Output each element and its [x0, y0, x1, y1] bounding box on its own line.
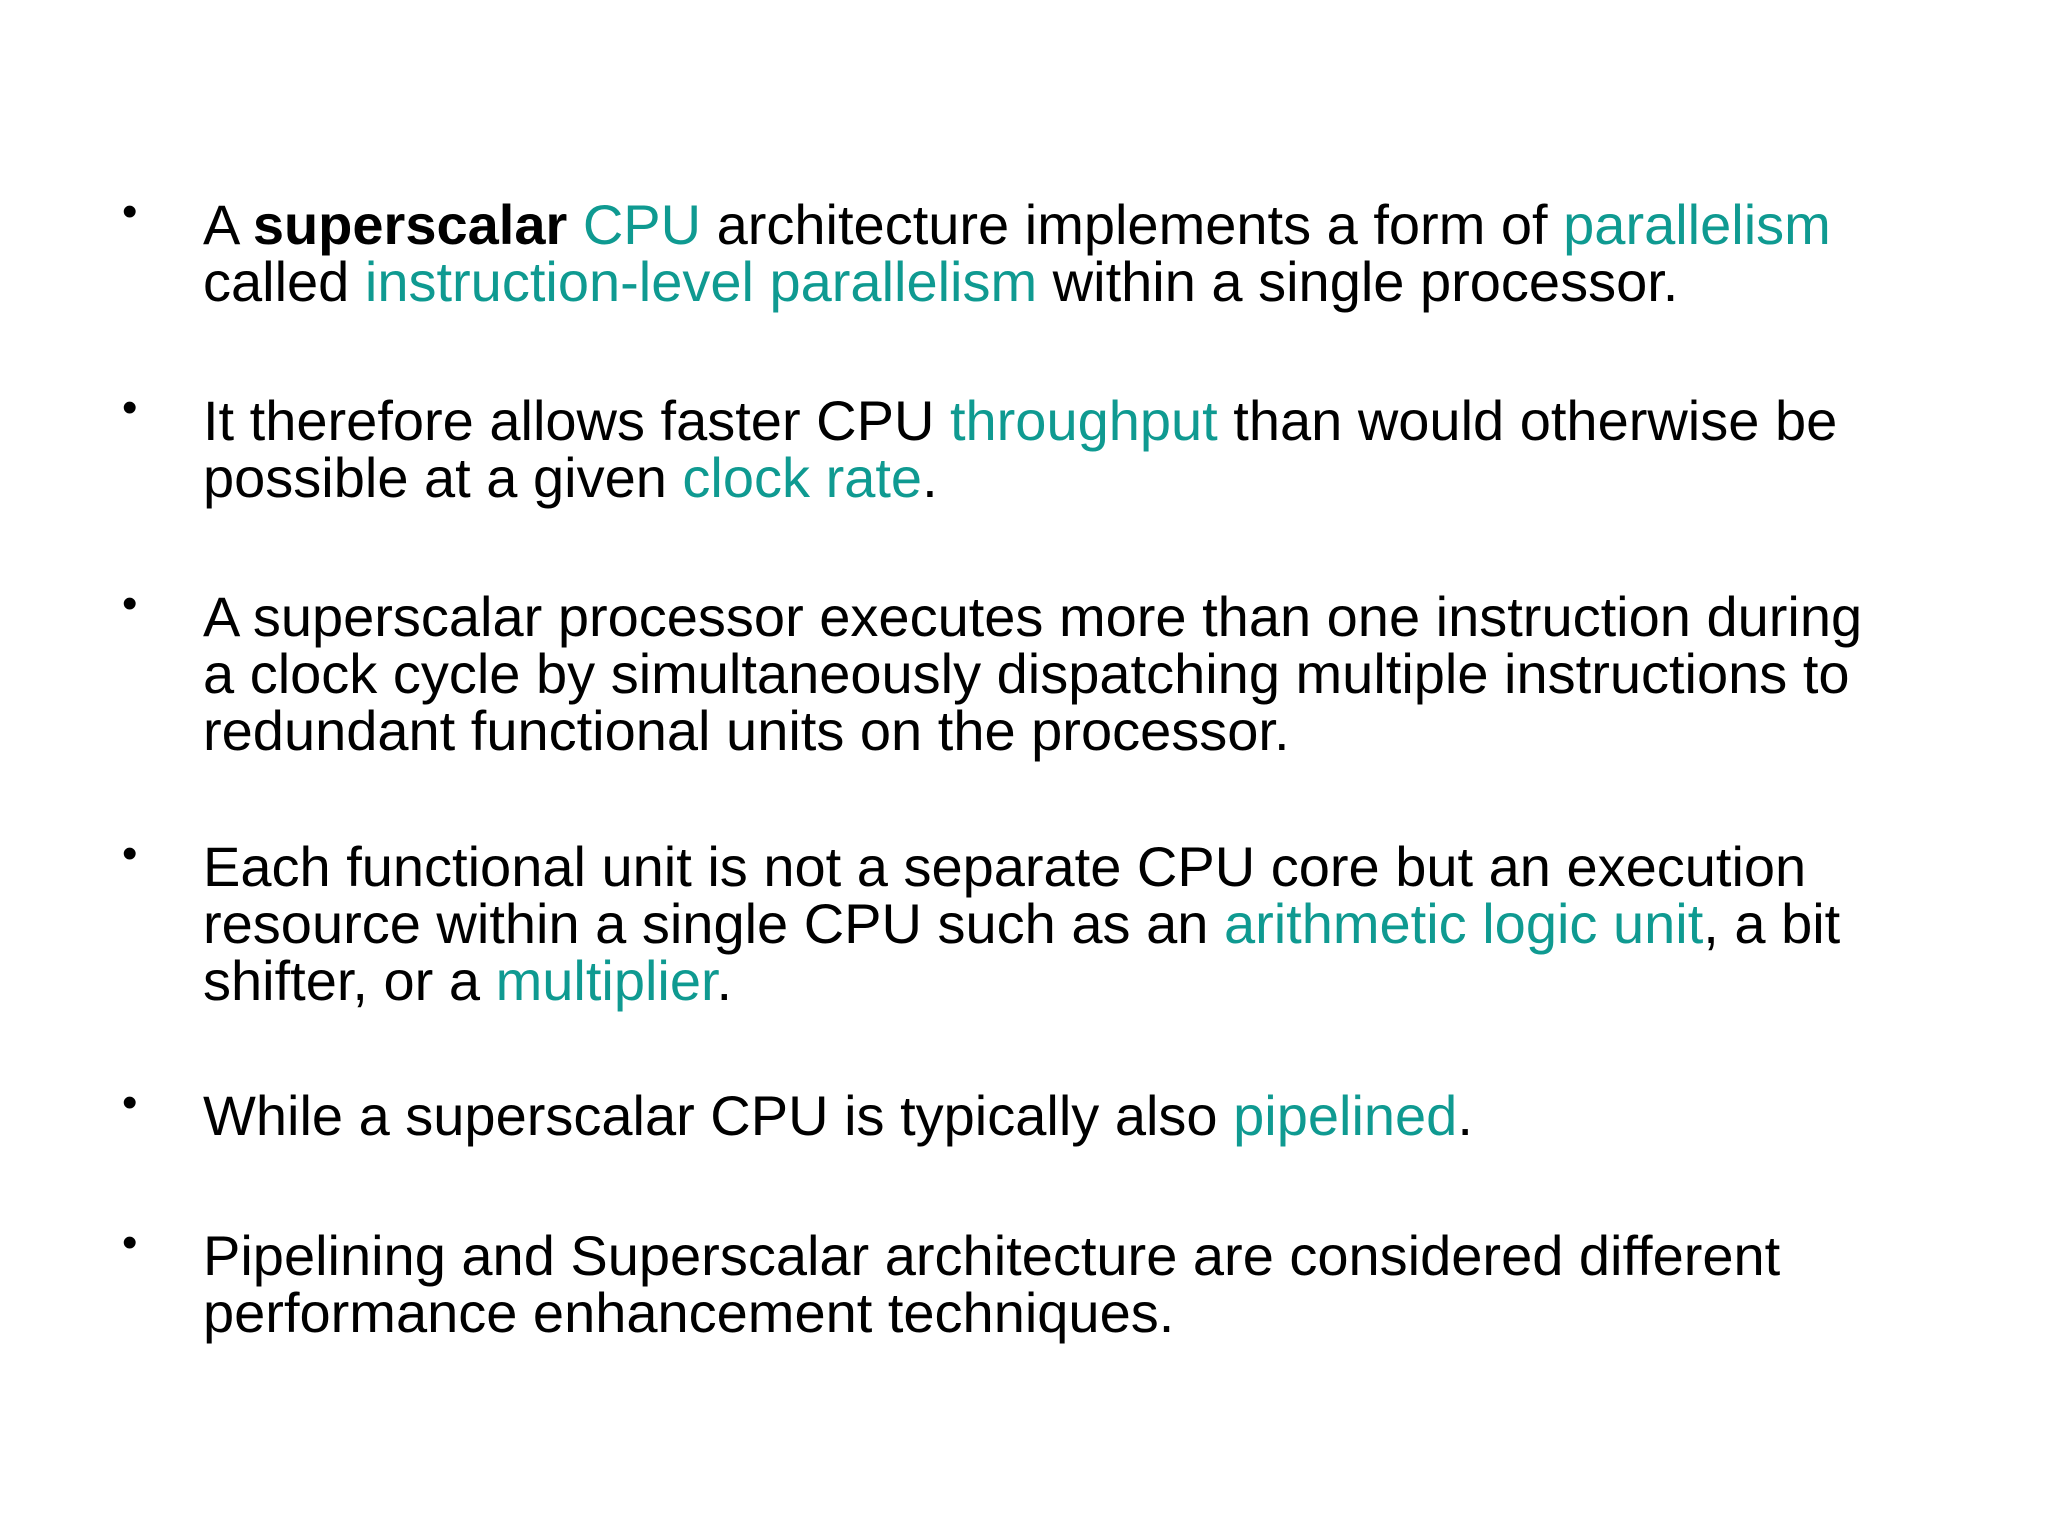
link-pipelined[interactable]: pipelined: [1233, 1084, 1458, 1147]
text-span: within a single processor.: [1037, 250, 1679, 313]
bullet-text: [203, 835, 1963, 1012]
bullet-text: [203, 1084, 1963, 1147]
text-span: .: [922, 446, 938, 509]
bullet-text: [203, 1224, 1963, 1344]
link-multiplier[interactable]: multiplier: [495, 949, 717, 1012]
bullet-text: [203, 389, 1963, 509]
bullet-marker: •: [122, 383, 138, 432]
link-instruction-level-parallelism[interactable]: instruction-level parallelism: [364, 250, 1038, 313]
link-cpu[interactable]: CPU: [582, 193, 702, 256]
text-line: [203, 389, 1963, 452]
text-span: .: [716, 949, 733, 1012]
term-superscalar: superscalar: [252, 193, 568, 256]
text-span: , a bit: [1703, 892, 1841, 955]
text-span: architecture implements a form of: [701, 193, 1564, 256]
link-arithmetic-logic-unit[interactable]: arithmetic logic unit: [1223, 892, 1704, 955]
text-line: [203, 949, 1963, 1012]
text-line: [203, 250, 1963, 313]
text-span: than would otherwise be: [1217, 389, 1838, 452]
text-line: [203, 892, 1963, 955]
text-line: [203, 699, 1963, 762]
text-line: [203, 1224, 1963, 1287]
text-span: Each functional unit is not a separate CPU core but an execution: [203, 835, 1807, 898]
text-span: shifter, or a: [203, 949, 496, 1012]
text-span: a clock cycle by simultaneously dispatching multiple instructions to: [203, 642, 1850, 705]
text-line: [203, 585, 1963, 648]
bullet-marker: •: [122, 187, 138, 236]
text-line: [203, 1281, 1963, 1344]
text-span: called: [203, 250, 365, 313]
text-span: It therefore allows faster CPU: [203, 389, 950, 452]
bullet-marker: •: [122, 829, 138, 878]
text-span: A: [203, 193, 253, 256]
text-line: [203, 193, 1963, 256]
bullet-text: [203, 193, 1963, 313]
text-span: resource within a single CPU such as an: [203, 892, 1224, 955]
bullet-marker: •: [122, 579, 138, 628]
text-line: [203, 446, 1963, 509]
text-span: performance enhancement techniques.: [203, 1281, 1175, 1344]
bullet-marker: •: [122, 1078, 138, 1127]
text-line: [203, 642, 1963, 705]
text-span: [567, 193, 583, 256]
text-span: .: [1457, 1084, 1473, 1147]
text-span: A superscalar processor executes more than one instruction during: [203, 585, 1863, 648]
text-span: possible at a given: [203, 446, 683, 509]
link-clock-rate[interactable]: clock rate: [682, 446, 923, 509]
text-line: [203, 1084, 1963, 1147]
text-span: While a superscalar CPU is typically also: [203, 1084, 1234, 1147]
bullet-marker: •: [122, 1218, 138, 1267]
text-span: redundant functional units on the processor.: [203, 699, 1290, 762]
link-throughput[interactable]: throughput: [949, 389, 1218, 452]
bullet-text: [203, 585, 1963, 762]
text-line: [203, 835, 1963, 898]
link-parallelism[interactable]: parallelism: [1563, 193, 1831, 256]
text-span: Pipelining and Superscalar architecture are considered different: [203, 1224, 1781, 1287]
